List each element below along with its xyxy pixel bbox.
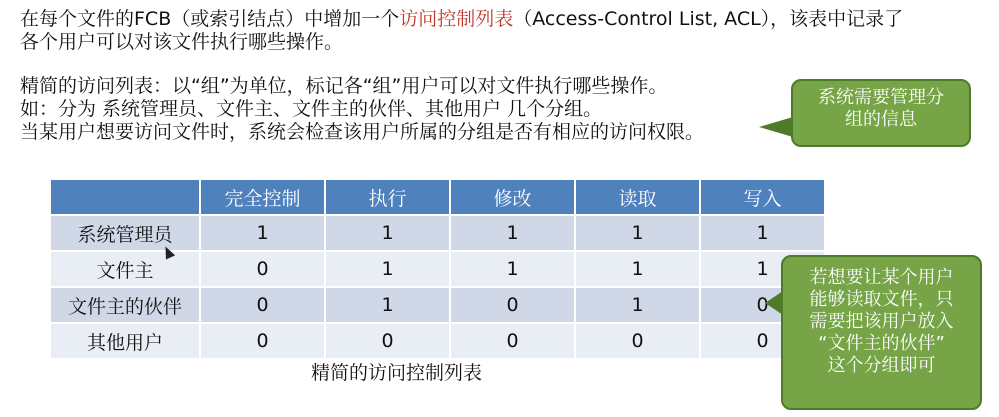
table-cell: 1 (575, 287, 700, 323)
header-cell-read: 读取 (575, 180, 700, 215)
callout-partner-group (781, 255, 982, 410)
callout-top-line-1: 系统需要管理分 (818, 87, 944, 108)
callout-bottom-line-1: 若想要让某个用户 (809, 267, 954, 288)
table-cell: 0 (700, 323, 825, 359)
table-caption: 精简的访问控制列表 (311, 362, 483, 384)
table-cell: 0 (200, 323, 325, 359)
table-cell: 1 (325, 287, 450, 323)
callout-bottom-line-4: “文件主的伙伴” (818, 333, 945, 354)
header-cell-full-control: 完全控制 (200, 180, 325, 215)
intro-text-2: （Access-Control List, ACL），该表中记录了各个用户可以对该文件执行哪些操作。 (20, 8, 904, 53)
header-cell-write: 写入 (700, 180, 825, 215)
simplified-line-2: 如：分为 系统管理员、文件主、文件主的伙伴、其他用户 几个分组。 (20, 98, 603, 120)
callout-top-line-2: 组的信息 (845, 109, 917, 130)
table-header-row (51, 180, 825, 215)
acl-highlight: 访问控制列表 (399, 8, 514, 30)
table-cell: 1 (200, 215, 325, 251)
header-cell-execute: 执行 (325, 180, 450, 215)
table-cell: 1 (575, 251, 700, 287)
table-cell: 0 (200, 251, 325, 287)
callout-bottom-line-2: 能够读取文件，只 (809, 289, 954, 310)
intro-paragraph (20, 8, 920, 54)
simplified-paragraph (20, 75, 800, 144)
table-cell: 0 (325, 323, 450, 359)
table-row (51, 323, 825, 359)
table-cell: 1 (700, 251, 825, 287)
callout-group-info (791, 79, 971, 147)
row-label: 其他用户 (51, 323, 200, 359)
callout-bottom-line-3: 需要把该用户放入 (809, 311, 954, 332)
table-cell: 1 (325, 251, 450, 287)
table-cell: 0 (700, 287, 825, 323)
table-row (51, 287, 825, 323)
header-cell-empty (51, 180, 200, 215)
table-cell: 1 (325, 215, 450, 251)
acl-table (51, 180, 826, 360)
callout-bottom-line-5: 这个分组即可 (827, 355, 936, 376)
table-cell: 1 (700, 215, 825, 251)
table-cell: 1 (450, 215, 575, 251)
table-cell: 1 (575, 215, 700, 251)
table-cell: 0 (200, 287, 325, 323)
table-cell: 0 (450, 287, 575, 323)
table-cell: 0 (575, 323, 700, 359)
simplified-line-1: 精简的访问列表：以“组”为单位，标记各“组”用户可以对文件执行哪些操作。 (20, 75, 668, 97)
row-label: 文件主的伙伴 (51, 287, 200, 323)
table-cell: 1 (450, 251, 575, 287)
table-cell: 0 (450, 323, 575, 359)
intro-text-1: 在每个文件的FCB（或索引结点）中增加一个 (20, 8, 400, 30)
row-label: 系统管理员 (51, 215, 200, 251)
row-label: 文件主 (51, 251, 200, 287)
header-cell-modify: 修改 (450, 180, 575, 215)
simplified-line-3: 当某用户想要访问文件时，系统会检查该用户所属的分组是否有相应的访问权限。 (20, 121, 705, 143)
